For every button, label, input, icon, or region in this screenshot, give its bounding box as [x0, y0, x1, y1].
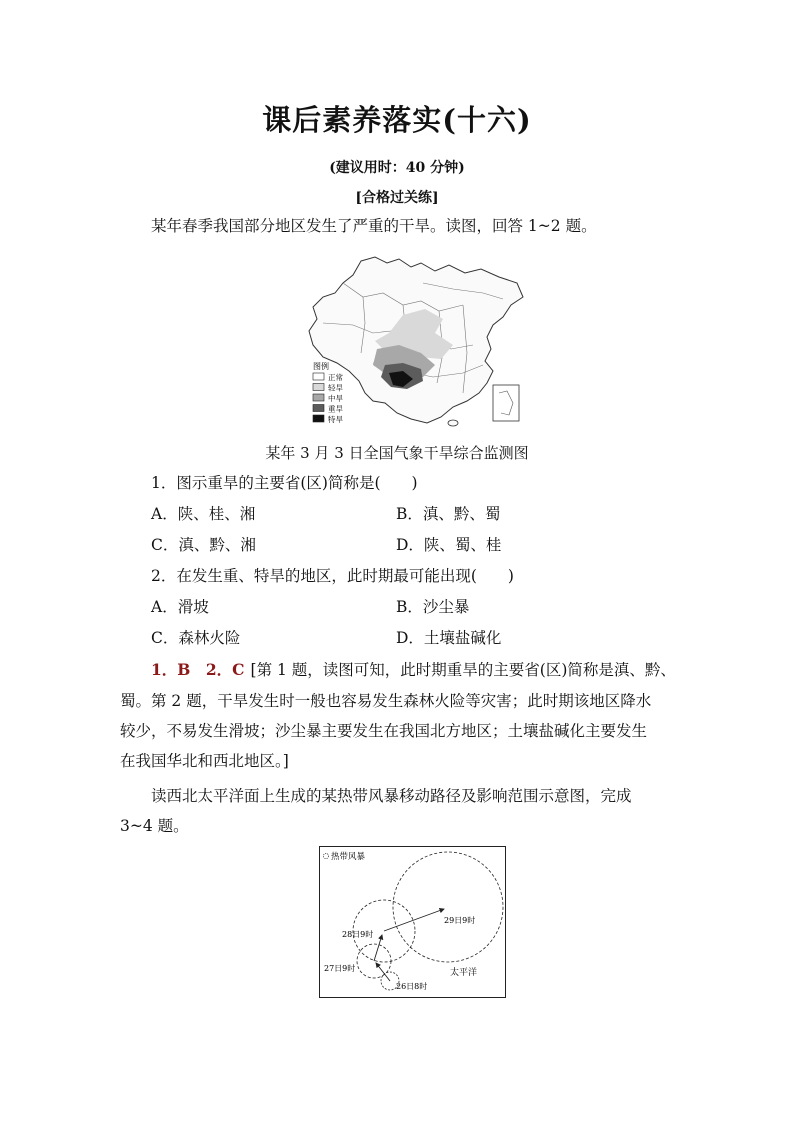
answer-key: 1．B 2．C: [151, 660, 245, 679]
path-seg-2: [374, 935, 382, 961]
label-26: 26日8时: [396, 982, 428, 991]
legend-title: 图例: [313, 362, 329, 371]
legend-label: 重旱: [328, 404, 343, 414]
legend-swatch: [313, 384, 324, 391]
intro-text-1: 某年春季我国部分地区发生了严重的干旱。读图，回答 1~2 题。: [151, 217, 597, 235]
legend-swatch: [313, 415, 324, 422]
intro-text-2b: 3~4 题。: [120, 817, 189, 835]
q2-option-d: D．土壤盐碱化: [396, 629, 502, 647]
legend-label: 特旱: [328, 415, 343, 424]
map1-caption: 某年 3 月 3 日全国气象干旱综合监测图: [265, 444, 529, 462]
legend-label: 轻旱: [328, 383, 343, 393]
q1-option-b: B．滇、黔、蜀: [396, 505, 501, 523]
page-title: 课后素养落实(十六): [262, 103, 532, 137]
label-29: 29日9时: [444, 916, 476, 925]
q1-stem: 1．图示重旱的主要省(区)简称是( ): [151, 474, 418, 492]
q2-option-c: C．森林火险: [151, 629, 241, 647]
intro-text-2a: 读西北太平洋面上生成的某热带风暴移动路径及影响范围示意图，完成: [151, 787, 632, 805]
legend-label: 中旱: [328, 394, 343, 403]
label-27: 27日9时: [324, 964, 356, 973]
time-note: (建议用时：40 分钟): [329, 160, 465, 176]
storm-path-figure: [319, 846, 506, 998]
legend-swatch: [313, 373, 324, 380]
answer-line-1: [151, 660, 676, 680]
ocean-label: 太平洋: [450, 968, 478, 978]
drought-map-figure: [303, 253, 531, 431]
q2-option-a: A．滑坡: [151, 598, 209, 616]
answer-text-1: [第 1 题，读图可知，此时期重旱的主要省(区)简称是滇、黔、: [250, 661, 676, 679]
q1-option-c: C．滇、黔、湘: [151, 536, 256, 554]
answer-line-4: 在我国华北和西北地区。]: [120, 752, 289, 770]
section-label: [合格过关练]: [355, 190, 439, 206]
legend-label: 正常: [328, 373, 343, 382]
legend-swatch: [313, 394, 324, 401]
q2-stem: 2．在发生重、特旱的地区，此时期最可能出现( ): [151, 567, 514, 585]
impact-circle-29: [393, 852, 503, 962]
label-28: 28日9时: [342, 930, 374, 939]
q1-option-d: D．陕、蜀、桂: [396, 536, 502, 554]
south-china-sea-inset: [493, 385, 519, 421]
q1-option-a: A．陕、桂、湘: [151, 505, 256, 523]
answer-line-3: 较少，不易发生滑坡；沙尘暴主要发生在我国北方地区；土壤盐碱化主要发生: [120, 722, 648, 740]
legend-swatch: [313, 405, 324, 412]
storm-legend: 热带风暴: [331, 852, 366, 862]
answer-line-2: 蜀。第 2 题，干旱发生时一般也容易发生森林火险等灾害；此时期该地区降水: [120, 692, 652, 710]
q2-option-b: B．沙尘暴: [396, 598, 470, 616]
